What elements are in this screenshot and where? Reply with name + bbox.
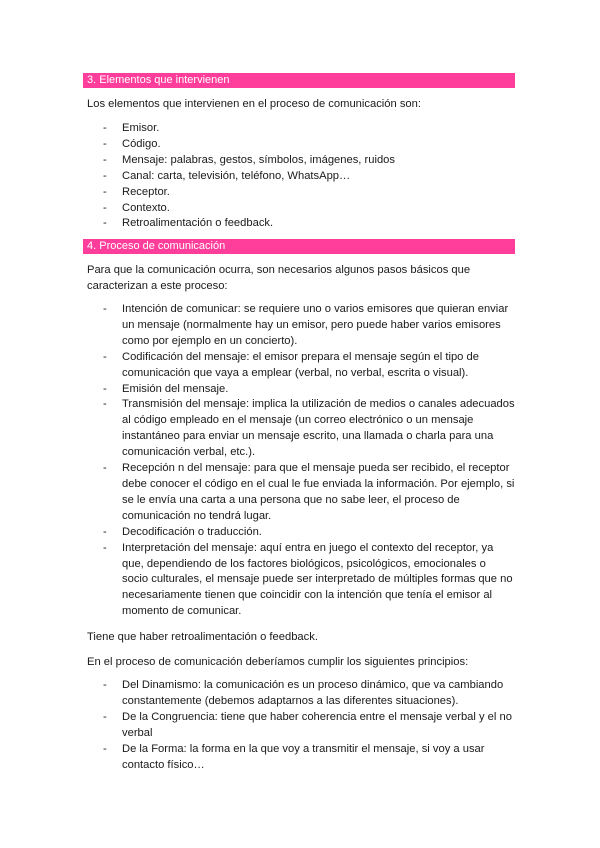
list-item: - Emisor. [103, 122, 160, 134]
list-item: - Recepción n del mensaje: para que el mensaje pueda ser recibido, el receptor debe conocer el código en el cual le fue enviada la información. Por ejemplo, si se le envía una carta a una persona que no sabe leer, el proceso de comunicación no tendrá lugar. [103, 462, 515, 522]
list-item: - Decodificación o traducción. [103, 525, 262, 538]
list-item: - Canal: carta, televisión, teléfono, WhatsApp… [103, 169, 351, 182]
list-item: - Contexto. [103, 201, 170, 214]
principles-intro: En el proceso de comunicación deberíamos cumplir los siguientes principios: [87, 656, 469, 668]
list-item: - Emisión del mensaje. [103, 382, 229, 395]
section-4-intro: Para que la comunicación ocurra, son necesarios algunos pasos básicos que caracterizan a este proceso: [87, 264, 471, 292]
list-item: - Interpretación del mensaje: aquí entra en juego el contexto del receptor, ya que, dependiendo de los factores biológicos, psicológicos, emocionales o socio culturales, el mensaje puede ser interpretado de múltiples formas que no necesariamente tienen que coincidir con la intención que tenía el emisor al momento de comunicar. [103, 541, 513, 618]
process-steps-list [87, 302, 515, 620]
section-4-heading: 4. Proceso de comunicación [83, 239, 515, 254]
list-item: - Codificación del mensaje: el emisor prepara el mensaje según el tipo de comunicación que vaya a emplear (verbal, no verbal, escrita o visual). [103, 350, 479, 379]
section-3-intro: Los elementos que intervienen en el proceso de comunicación son: [87, 98, 421, 110]
elements-list [87, 121, 515, 232]
list-item: - Retroalimentación o feedback. [103, 217, 274, 230]
list-item: - Receptor. [103, 185, 170, 198]
list-item: - De la Forma: la forma en la que voy a transmitir el mensaje, si voy a usar contacto físico… [103, 742, 485, 771]
list-item: - Código. [103, 137, 161, 150]
list-item: - Mensaje: palabras, gestos, símbolos, imágenes, ruidos [103, 153, 395, 166]
list-item: - De la Congruencia: tiene que haber coherencia entre el mensaje verbal y el no verbal [103, 710, 512, 739]
list-item: - Intención de comunicar: se requiere uno o varios emisores que quieran enviar un mensaje (normalmente hay un emisor, pero puede haber varios emisores como por ejemplo en un concierto). [103, 303, 509, 347]
section-3-heading: 3. Elementos que intervienen [83, 73, 515, 88]
list-item: - Del Dinamismo: la comunicación es un proceso dinámico, que va cambiando constantemente (debemos adaptarnos a las diferentes situaciones). [103, 679, 504, 707]
list-item: - Transmisión del mensaje: implica la utilización de medios o canales adecuados al código empleado en el mensaje (un correo electrónico o un mensaje instantáneo para enviar un mensaje escrito, una llamada o charla para una comunicación verbal, etc.). [103, 398, 515, 459]
principles-list [87, 678, 515, 773]
feedback-note: Tiene que haber retroalimentación o feedback. [87, 631, 318, 643]
